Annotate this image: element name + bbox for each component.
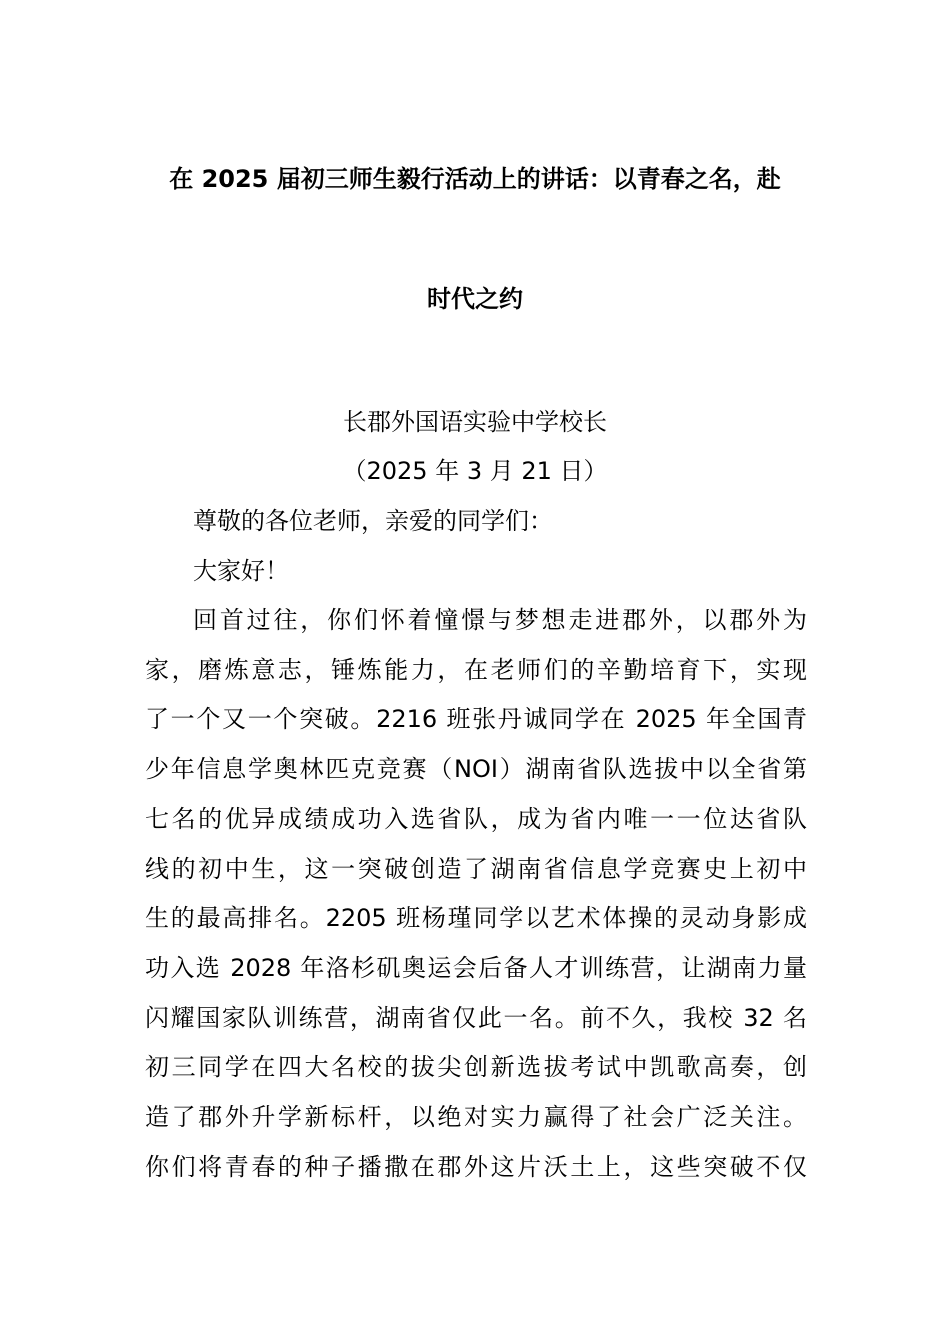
paragraph-line: 线的初中生，这一突破创造了湖南省信息学竞赛史上初中 bbox=[145, 855, 807, 883]
document-title-line-1: 在 2025 届初三师生毅行活动上的讲话：以青春之名，赴 bbox=[169, 165, 781, 193]
paragraph-line: 七名的优异成绩成功入选省队，成为省内唯一一位达省队 bbox=[145, 805, 807, 833]
paragraph-line: 闪耀国家队训练营，湖南省仅此一名。前不久，我校 32 名 bbox=[145, 1004, 807, 1032]
author-line: 长郡外国语实验中学校长 bbox=[343, 408, 607, 436]
paragraph-line: 了一个又一个突破。2216 班张丹诚同学在 2025 年全国青 bbox=[145, 705, 807, 733]
date-line: （2025 年 3 月 21 日） bbox=[342, 457, 608, 485]
document-title-line-2: 时代之约 bbox=[427, 285, 523, 313]
paragraph-line: 功入选 2028 年洛杉矶奥运会后备人才训练营，让湖南力量 bbox=[145, 954, 807, 982]
paragraph-line: 生的最高排名。2205 班杨瑾同学以艺术体操的灵动身影成 bbox=[145, 904, 807, 932]
paragraph-line: 你们将青春的种子播撒在郡外这片沃土上，这些突破不仅 bbox=[145, 1153, 807, 1181]
paragraph-line: 回首过往，你们怀着憧憬与梦想走进郡外，以郡外为 bbox=[193, 606, 807, 634]
paragraph-line: 初三同学在四大名校的拔尖创新选拔考试中凯歌高奏，创 bbox=[145, 1053, 807, 1081]
salutation: 尊敬的各位老师，亲爱的同学们： bbox=[193, 507, 553, 535]
paragraph-line: 少年信息学奥林匹克竞赛（NOI）湖南省队选拔中以全省第 bbox=[145, 755, 807, 783]
paragraph-line: 造了郡外升学新标杆，以绝对实力赢得了社会广泛关注。 bbox=[145, 1103, 807, 1131]
paragraph-line: 家，磨炼意志，锤炼能力，在老师们的辛勤培育下，实现 bbox=[145, 656, 807, 684]
greeting: 大家好！ bbox=[193, 557, 289, 585]
